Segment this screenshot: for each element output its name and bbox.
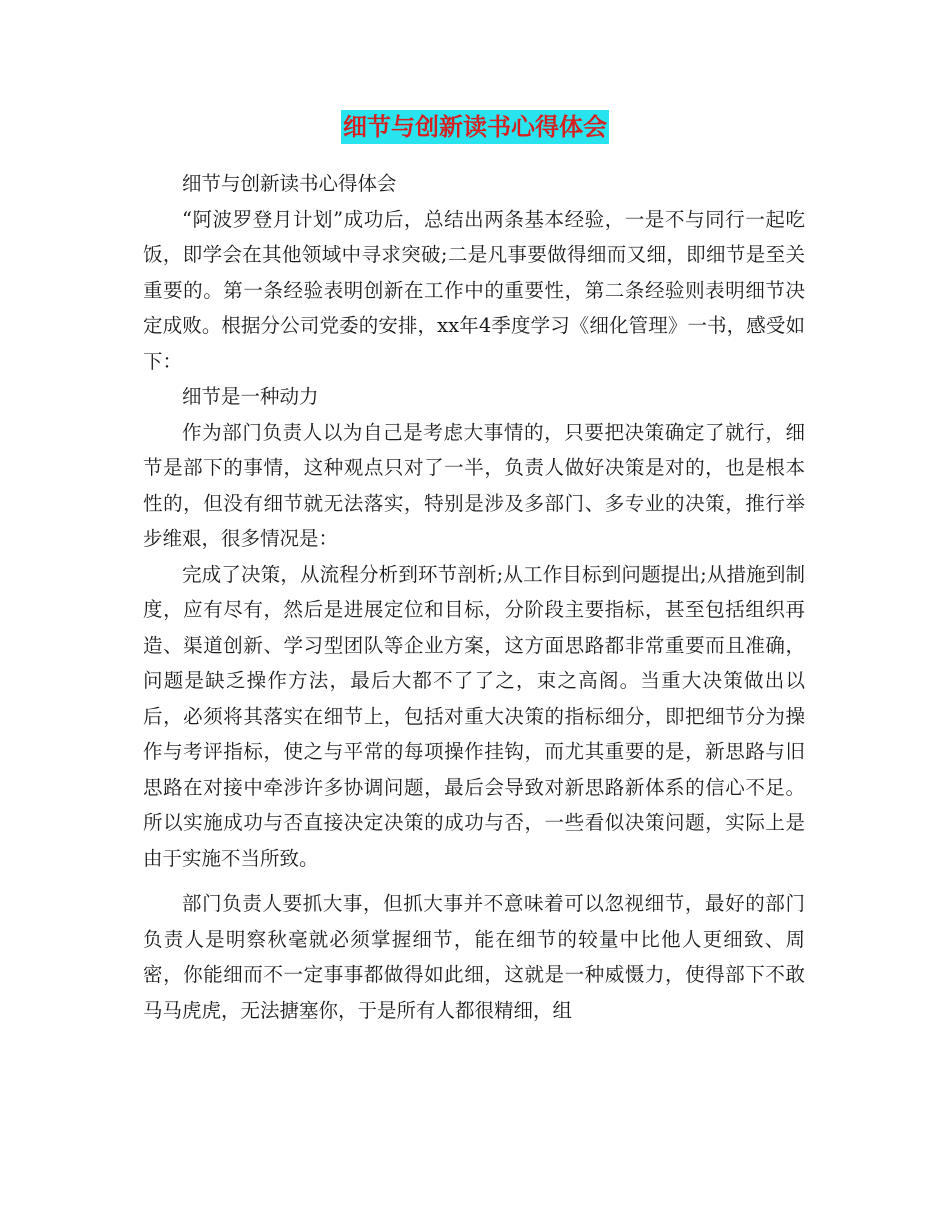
paragraph-deterrence: 部门负责人要抓大事，但抓大事并不意味着可以忽视细节，最好的部门负责人是明察秋毫就必须掌握细节，能在细节的较量中比他人更细致、周密，你能细而不一定事事都做得如此细，这就是一种威慑力，使得部下不敢马马虎虎，无法搪塞你，于是所有人都很精细，组 <box>143 892 805 1022</box>
document-body <box>143 166 805 1028</box>
document-title: 细节与创新读书心得体会 <box>341 110 609 144</box>
section-heading-detail-motivation: 细节是一种动力 <box>182 385 319 408</box>
paragraph-apollo: “阿波罗登月计划”成功后，总结出两条基本经验，一是不与同行一起吃饭，即学会在其他领域中寻求突破;二是凡事要做得细而又细，即细节是至关重要的。第一条经验表明创新在工作中的重要性，第二条经验则表明细节决定成败。根据分公司党委的安排，xx年4季度学习《细化管理》一书，感受如下： <box>143 207 805 373</box>
title-container <box>0 110 950 144</box>
paragraph-heading: 细节与创新读书心得体会 <box>182 172 397 195</box>
paragraph-decision-implementation: 完成了决策，从流程分析到环节剖析;从工作目标到问题提出;从措施到制度，应有尽有，然后是进展定位和目标，分阶段主要指标，甚至包括组织再造、渠道创新、学习型团队等企业方案，这方面思路都非常重要而且准确，问题是缺乏操作方法，最后大都不了了之，束之高阁。当重大决策做出以后，必须将其落实在细节上，包括对重大决策的指标细分，即把细节分为操作与考评指标，使之与平常的每项操作挂钩，而尤其重要的是，新思路与旧思路在对接中牵涉许多协调问题，最后会导致对新思路新体系的信心不足。所以实施成功与否直接决定决策的成功与否，一些看似决策问题，实际上是由于实施不当所致。 <box>143 562 805 870</box>
paragraph-department-head: 作为部门负责人以为自己是考虑大事情的，只要把决策确定了就行，细节是部下的事情，这种观点只对了一半，负责人做好决策是对的，也是根本性的，但没有细节就无法落实，特别是涉及多部门、多专业的决策，推行举步维艰，很多情况是： <box>143 420 805 550</box>
